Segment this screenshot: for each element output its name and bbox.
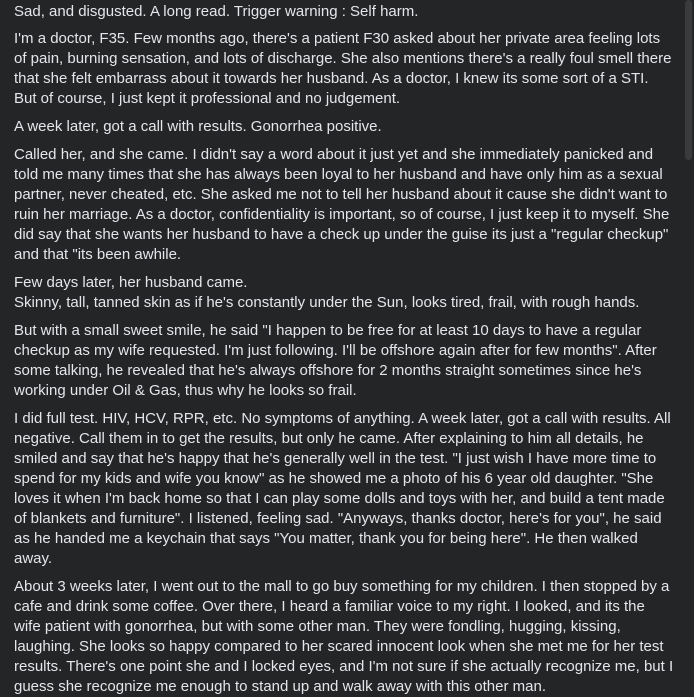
post-paragraph: I'm a doctor, F35. Few months ago, there's a patient F30 asked about her private area feeling lots of pain, burning sensation, and lots of discharge. She also mentions there's a really foul smell there that she felt embarrass about it towards her husband. As a doctor, I knew its some sort of a STI. But of course, I just kept it professional and no judgement. — [14, 30, 672, 107]
post-paragraph: But with a small sweet smile, he said "I happen to be free for at least 10 days to have a regular checkup as my wife requested. I'm just following. I'll be offshore again after for few months". After some talking, he revealed that he's always offshore for 2 months straight sometimes since he's working under Oil & Gas, thus why he looks so frail. — [14, 322, 657, 399]
scrollbar[interactable] — [682, 0, 694, 677]
post-paragraph: A week later, got a call with results. Gonorrhea positive. — [14, 118, 382, 135]
post-title: Sad, and disgusted. A long read. Trigger warning : Self harm. — [14, 3, 419, 20]
post-paragraph: About 3 weeks later, I went out to the mall to go buy something for my children. I then stopped by a cafe and drink some coffee. Over there, I heard a familiar voice to my right. I looked, and its the wife patient with gonorrhea, but with some other man. They were fondling, hugging, kissing, laughing. She looks so happy compared to her scared innocent look when she met me for her test results. There's one point she and I locked eyes, and I'm not sure if she actually recognize me, but I guess she recognize me enough to stand up and walk away with this other man. — [14, 578, 674, 695]
post-paragraph: I did full test. HIV, HCV, RPR, etc. No symptoms of anything. A week later, got a call with results. All negative. Call them in to get the results, but only he came. After explaining to him all details, he smiled and say that he's happy that he's generally well in the test. "I just wish I have more time to spend for my kids and wife you know" as he showed me a photo of his 6 year old daughter. "She loves it when I'm back home so that I can play some dolls and toys with her, and build a tent made of blankets and furniture". I listened, feeling sad. "Anyways, thanks doctor, here's for you", he said as he handed me a keychain that says "You matter, thank you for being here". He then walked away. — [14, 410, 671, 567]
post-paragraph: Few days later, her husband came. Skinny, tall, tanned skin as if he's constantly under the Sun, looks tired, frail, with rough hands. — [14, 274, 640, 311]
scrollbar-thumb[interactable] — [685, 0, 692, 160]
post-paragraph: Called her, and she came. I didn't say a word about it just yet and she immediately panicked and told me many times that she has always been loyal to her husband and have only him as a sexual partner, never cheated, etc. She asked me not to tell her husband about it cause she didn't want to ruin her marriage. As a doctor, confidentiality is important, so of course, I just keep it to myself. She did say that she wants her husband to have a check up under the guise its just a "regular checkup" and that "its been awhile. — [14, 146, 670, 263]
